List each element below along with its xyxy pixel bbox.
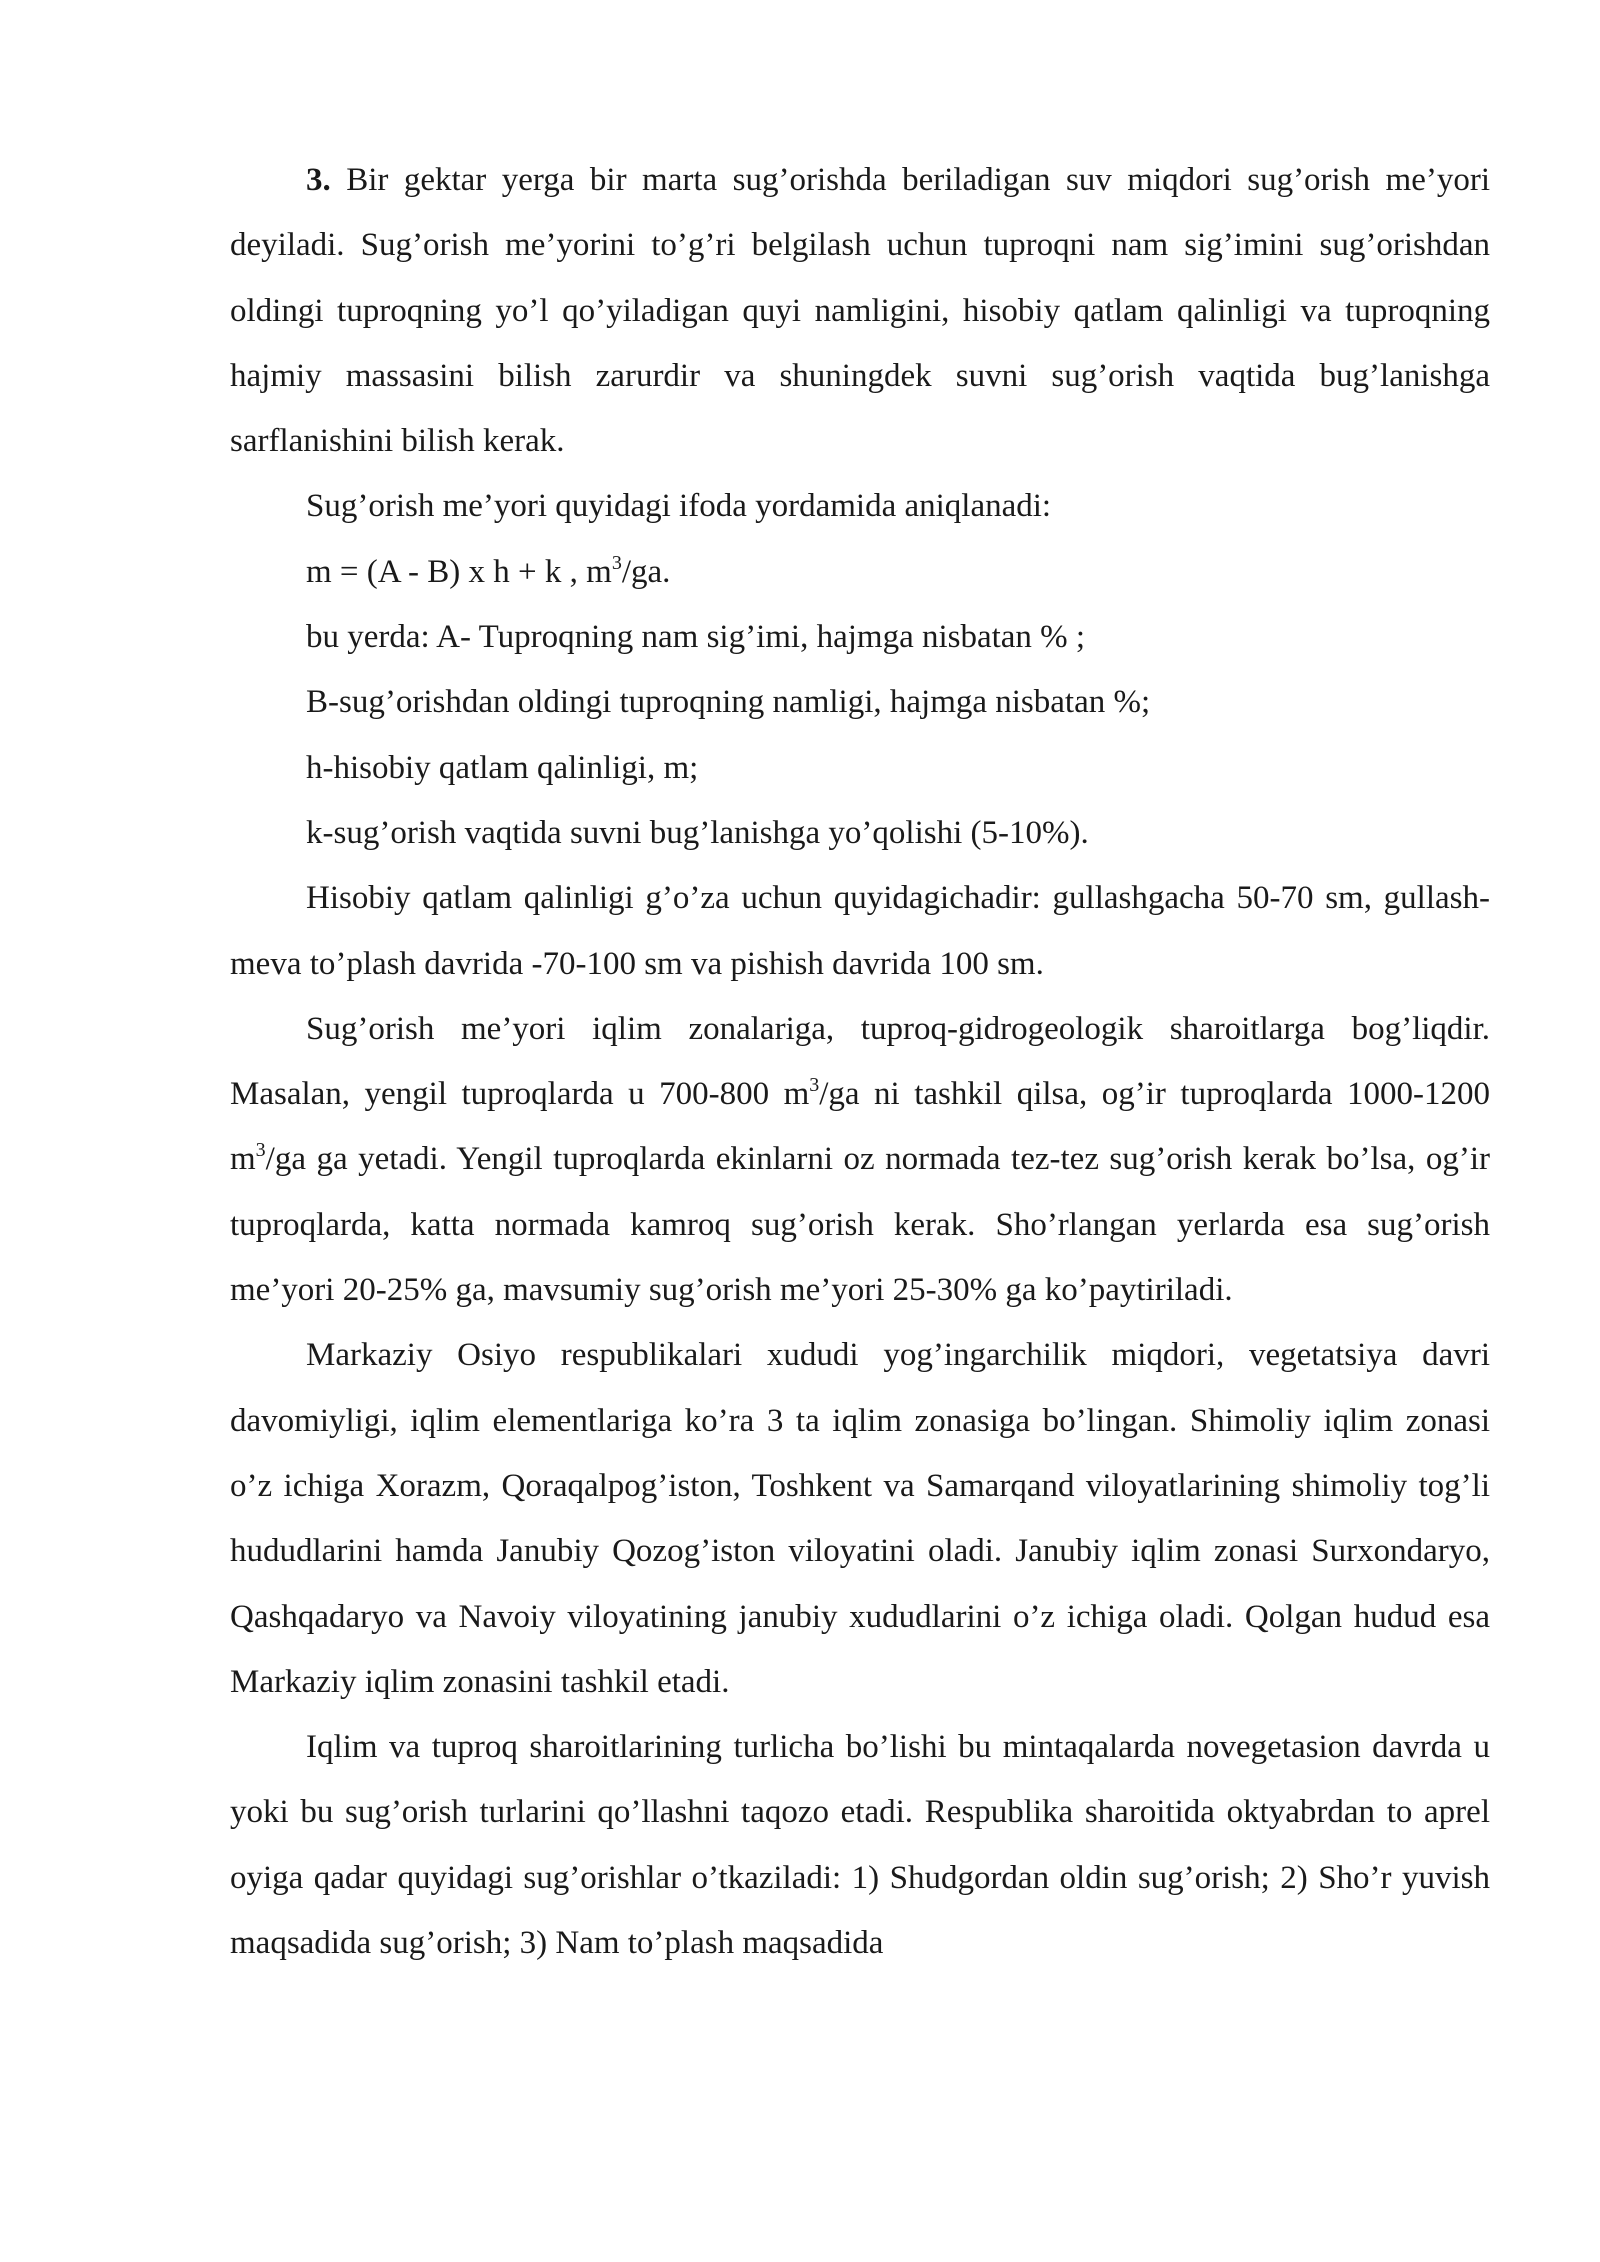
paragraph-text-part1: Sug’orish me’yori iqlim zonalariga, tuproq-gidrogeologik sharoitlarga bog’liqdir. Masalan, yengil tuproqlarda u 700-800 m <box>230 1010 1490 1113</box>
formula-main: m = (A - B) x h + k , m <box>306 553 612 590</box>
paragraph-layer-thickness: Hisobiy qatlam qalinligi g’o’za uchun quyidagichadir: gullashgacha 50-70 sm, gullash-meva to’plash davrida -70-100 sm va pishish davrida 100 sm. <box>230 880 1490 982</box>
formula <box>230 540 1490 605</box>
section-number: 3 <box>306 162 323 198</box>
definition-h: h-hisobiy qatlam qalinligi, m; <box>306 749 699 786</box>
paragraph-text: Bir gektar yerga bir marta sug’orishda beriladigan suv miqdori sug’orish me’yori deyiladi. Sug’orish me’yorini to’g’ri belgilash uchun tuproqni nam sig’imini sug’orishdan oldingi tuproqning yo’l qo’yiladigan quyi namligini, hisobiy qatlam qalinligi va tuproqning hajmiy massasini bilish zarurdir va shuningdek suvni sug’orish vaqtida bug’lanishga sarflanishini bilish kerak. <box>230 162 1490 460</box>
definition-k: k-sug’orish vaqtida suvni bug’lanishga yo’qolishi (5-10%). <box>306 814 1089 851</box>
superscript-1: 3 <box>809 1074 820 1097</box>
definition-b: B-sug’orishdan oldingi tuproqning namligi, hajmga nisbatan %; <box>306 684 1151 721</box>
formula-superscript: 3 <box>611 551 622 574</box>
paragraph-central-asia-zones: Markaziy Osiyo respublikalari xududi yog’ingarchilik miqdori, vegetatsiya davri davomiyligi, iqlim elementlariga ko’ra 3 ta iqlim zonasiga bo’lingan. Shimoliy iqlim zonasi o’z ichiga Xorazm, Qoraqalpog’iston, Toshkent va Samarqand viloyatlarining shimoliy tog’li hududlarini hamda Janubiy Qozog’iston viloyatini oladi. Janubiy iqlim zonasi Surxondaryo, Qashqadaryo va Navoiy viloyatining janubiy xududlarini o’z ichiga oladi. Qolgan hudud esa Markaziy iqlim zonasini tashkil etadi. <box>230 1337 1490 1700</box>
definition-a: bu yerda: A- Tuproqning nam sig’imi, hajmga nisbatan % ; <box>306 619 1086 656</box>
document-page <box>230 148 1490 1976</box>
superscript-2: 3 <box>255 1139 266 1162</box>
paragraph-climate-zones-norm <box>230 997 1490 1323</box>
paragraph-text-part2: /ga ni tashkil qilsa, og’ir tuproqlarda 1000-1200 m <box>230 1076 1490 1178</box>
paragraph-text-part3: /ga ga yetadi. Yengil tuproqlarda ekinlarni oz normada tez-tez sug’orish kerak bo’lsa, og’ir tuproqlarda, katta normada kamroq sug’orish kerak. Sho’rlangan yerlarda esa sug’orish me’yori 20-25% ga, mavsumiy sug’orish me’yori 25-30% ga ko’paytiriladi. <box>230 1141 1490 1309</box>
formula-tail: /ga. <box>621 553 671 590</box>
paragraph-formula-intro: Sug’orish me’yori quyidagi ifoda yordamida aniqlanadi: <box>306 488 1052 525</box>
paragraph-irrigation-norm-definition <box>230 148 1490 474</box>
section-number-dot: . <box>322 162 331 198</box>
paragraph-nonvegetation-irrigation: Iqlim va tuproq sharoitlarining turlicha bo’lishi bu mintaqalarda novegetasion davrda u yoki bu sug’orish turlarini qo’llashni taqozo etadi. Respublika sharoitida oktyabrdan to aprel oyiga qadar quyidagi sug’orishlar o’tkaziladi: 1) Shudgordan oldin sug’orish; 2) Sho’r yuvish maqsadida sug’orish; 3) Nam to’plash maqsadida <box>230 1729 1490 1962</box>
